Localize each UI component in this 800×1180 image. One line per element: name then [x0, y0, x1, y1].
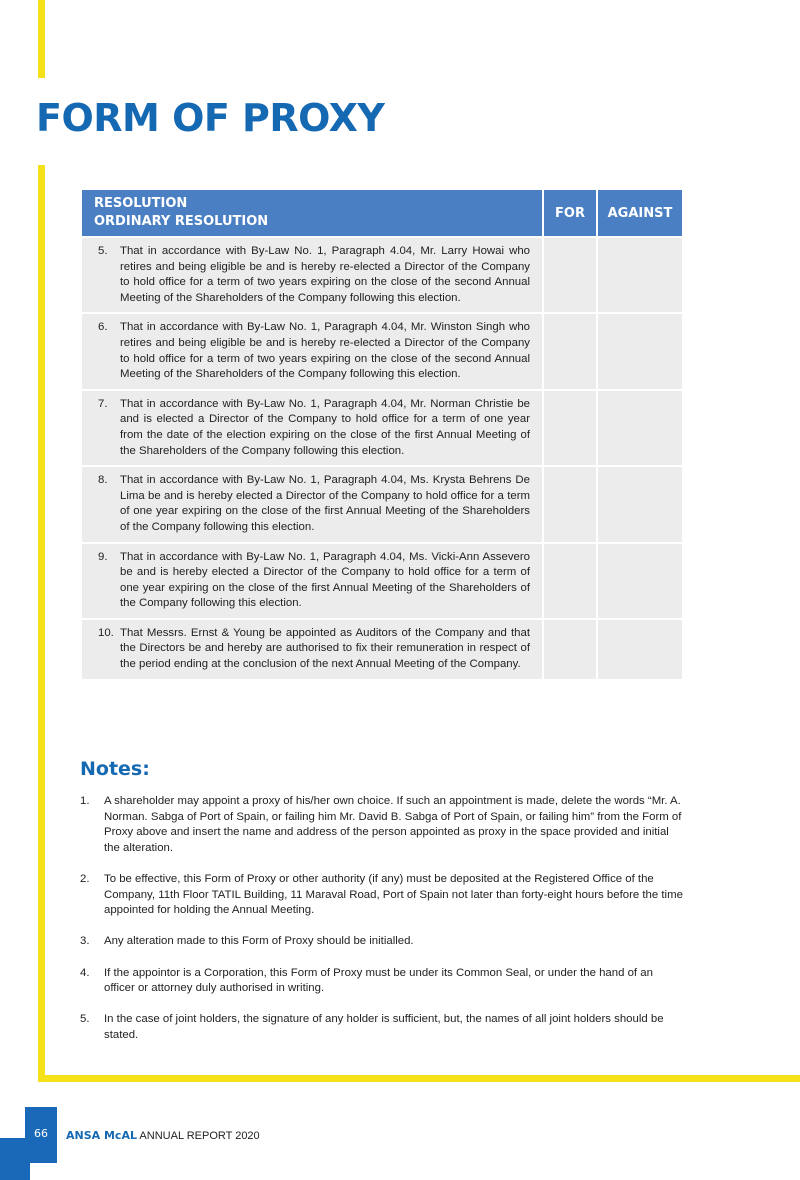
- header-against: AGAINST: [598, 190, 682, 236]
- notes-title: Notes:: [80, 758, 150, 780]
- note-number: 1.: [80, 795, 90, 807]
- page-number: 66: [34, 1127, 48, 1140]
- header-ordinary-label: ORDINARY RESOLUTION: [94, 214, 269, 229]
- list-item: [80, 934, 684, 950]
- note-text: Any alteration made to this Form of Proxy should be initialled.: [104, 935, 414, 948]
- notes-list: [80, 794, 684, 1059]
- note-text: If the appointor is a Corporation, this Form of Proxy must be under its Common Seal, or under the hand of an officer or attorney duly authorised in writing.: [104, 966, 653, 995]
- resolution-cell: [82, 314, 542, 388]
- footer-report-label: ANNUAL REPORT 2020: [136, 1130, 260, 1142]
- against-cell[interactable]: [598, 314, 682, 388]
- resolution-table: [80, 188, 684, 681]
- resolution-cell: [82, 391, 542, 465]
- table-row: [82, 620, 682, 679]
- resolution-cell: [82, 620, 542, 679]
- table-row: [82, 314, 682, 388]
- against-cell[interactable]: [598, 544, 682, 618]
- resolution-number: 7.: [98, 397, 108, 410]
- yellow-accent-top: [38, 0, 45, 78]
- list-item: [80, 794, 684, 856]
- against-cell[interactable]: [598, 391, 682, 465]
- resolution-number: 8.: [98, 474, 108, 487]
- table-row: [82, 467, 682, 541]
- note-number: 2.: [80, 872, 90, 885]
- resolution-cell: [82, 467, 542, 541]
- resolution-text: That in accordance with By-Law No. 1, Paragraph 4.04, Ms. Krysta Behrens De Lima be and is hereby elected a Director of the Company to hold office for a term of one year expiring on the close of the first Annual Meeting of the Shareholders of the Company following this election.: [120, 474, 530, 533]
- resolution-text: That Messrs. Ernst & Young be appointed as Auditors of the Company and that the Directors be and hereby are authorised to fix their remuneration in respect of the period ending at the conclusion of the next Annual Meeting of the Company.: [120, 626, 530, 671]
- resolution-number: 6.: [98, 321, 108, 334]
- list-item: [80, 872, 684, 919]
- footer: [66, 1129, 260, 1142]
- resolution-text: That in accordance with By-Law No. 1, Paragraph 4.04, Mr. Larry Howai who retires and being eligible be and is hereby re-elected a Director of the Company to hold office for a term of two years expiring on the close of the second Annual Meeting of the Shareholders of the Company following this election.: [120, 245, 530, 304]
- resolution-text: That in accordance with By-Law No. 1, Paragraph 4.04, Mr. Winston Singh who retires and being eligible be and is hereby re-elected a Director of the Company to hold office for a term of two years expiring on the close of the second Annual Meeting of the Shareholders of the Company following this election.: [120, 321, 530, 381]
- list-item: [80, 1012, 684, 1043]
- for-cell[interactable]: [544, 620, 596, 679]
- table-row: [82, 544, 682, 618]
- resolution-number: 9.: [98, 550, 108, 563]
- resolution-text: That in accordance with By-Law No. 1, Paragraph 4.04, Mr. Norman Christie be and is elected a Director of the Company to hold office for a term of one year from the date of the election expiring on the close of the first Annual Meeting of the Shareholders of the Company following this election.: [120, 397, 530, 457]
- resolution-number: 5.: [98, 245, 108, 257]
- list-item: [80, 966, 684, 997]
- resolution-number: 10.: [98, 626, 114, 639]
- note-number: 3.: [80, 935, 90, 948]
- yellow-accent-bottom: [38, 1075, 800, 1082]
- note-text: To be effective, this Form of Proxy or other authority (if any) must be deposited at the Registered Office of the Company, 11th Floor TATIL Building, 11 Maraval Road, Port of Spain not later than forty-eight hours before the time appointed for holding the Annual Meeting.: [104, 872, 683, 917]
- note-text: A shareholder may appoint a proxy of his/her own choice. If such an appointment is made, delete the words “Mr. A. Norman. Sabga of Port of Spain, or failing him Mr. David B. Sabga of Port of Spain, or failing him” from the Form of Proxy above and insert the name and address of the person appointed as proxy in the space provided and initial the alteration.: [104, 795, 682, 854]
- for-cell[interactable]: [544, 391, 596, 465]
- for-cell[interactable]: [544, 467, 596, 541]
- note-text: In the case of joint holders, the signature of any holder is sufficient, but, the names of all joint holders should be stated.: [104, 1013, 664, 1041]
- page-title: FORM OF PROXY: [36, 96, 385, 140]
- against-cell[interactable]: [598, 467, 682, 541]
- against-cell[interactable]: [598, 620, 682, 679]
- table-row: [82, 238, 682, 312]
- resolution-cell: [82, 238, 542, 312]
- header-resolution-label: RESOLUTION: [94, 196, 188, 211]
- for-cell[interactable]: [544, 544, 596, 618]
- footer-brand: ANSA McAL: [66, 1129, 137, 1142]
- table-row: [82, 391, 682, 465]
- table-header-row: [82, 190, 682, 236]
- note-number: 4.: [80, 966, 90, 979]
- note-number: 5.: [80, 1013, 90, 1026]
- resolution-text: That in accordance with By-Law No. 1, Paragraph 4.04, Ms. Vicki-Ann Assevero be and is hereby elected a Director of the Company to hold office for a term of one year expiring on the close of the first Annual Meeting of the Shareholders of the Company following this election.: [120, 550, 530, 610]
- header-for: FOR: [544, 190, 596, 236]
- header-resolution: [82, 190, 542, 236]
- against-cell[interactable]: [598, 238, 682, 312]
- for-cell[interactable]: [544, 314, 596, 388]
- resolution-cell: [82, 544, 542, 618]
- for-cell[interactable]: [544, 238, 596, 312]
- yellow-accent-left: [38, 165, 45, 1082]
